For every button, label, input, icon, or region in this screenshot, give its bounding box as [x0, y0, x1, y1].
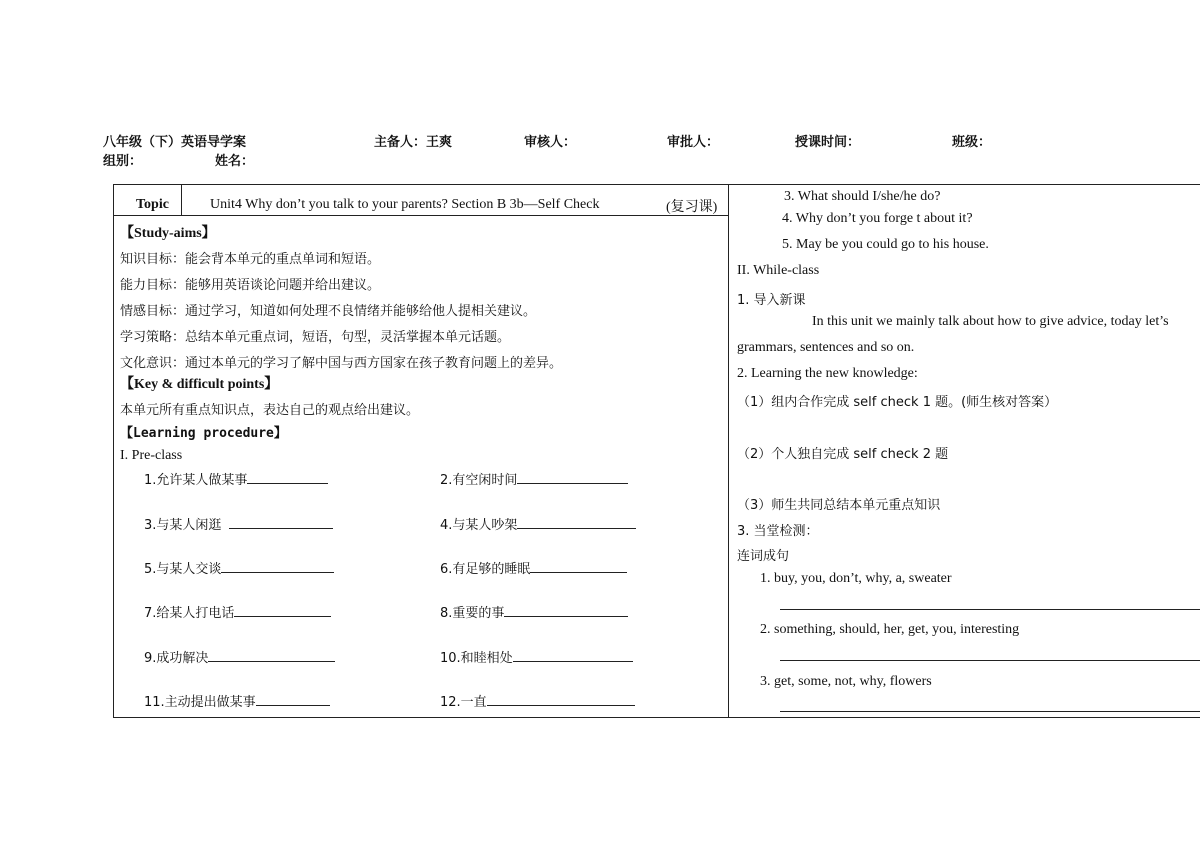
- answer-line[interactable]: [780, 660, 1200, 661]
- preclass-item: 2.有空闲时间: [440, 469, 628, 488]
- test-heading: 3. 当堂检测：: [737, 524, 819, 539]
- answer-line[interactable]: [780, 609, 1200, 610]
- intro-heading: 1. 导入新课: [737, 293, 806, 308]
- right-line: 4. Why don’t you forge t about it?: [782, 211, 973, 226]
- preclass-item: 4.与某人吵架: [440, 514, 636, 533]
- preclass-item: 1.允许某人做某事: [144, 469, 328, 488]
- key-points-text: 本单元所有重点知识点，表达自己的观点给出建议。: [120, 403, 420, 418]
- doc-title: 八年级（下）英语导学案: [103, 135, 247, 150]
- aim-ability: 能力目标：能够用英语谈论问题并给出建议。: [120, 278, 381, 293]
- test-subheading: 连词成句: [737, 549, 790, 564]
- preclass-item: 3.与某人闲逛: [144, 514, 333, 533]
- step-item: （2）个人独自完成 self check 2 题: [737, 447, 949, 462]
- preclass-item: 12.一直: [440, 691, 635, 710]
- group-label: 组别：: [103, 154, 143, 169]
- topic-label: Topic: [136, 197, 169, 212]
- right-line: 3. What should I/she/he do?: [784, 189, 941, 204]
- reviewer-label: 审核人：: [524, 135, 577, 150]
- aim-emotion: 情感目标：通过学习，知道如何处理不良情绪并能够给他人提相关建议。: [120, 304, 537, 319]
- topic-value: Unit4 Why don’t you talk to your parents? Section B 3b—Self Check: [210, 197, 600, 212]
- study-aims-heading: 【Study-aims】: [120, 226, 216, 241]
- sentence-prompt: 2. something, should, her, get, you, interesting: [760, 622, 1020, 637]
- intro-text: In this unit we mainly talk about how to give advice, today let’s: [812, 314, 1169, 329]
- intro-text-cont: grammars, sentences and so on.: [737, 340, 915, 355]
- procedure-heading: 【Learning procedure】: [120, 426, 287, 441]
- learning-new-heading: 2. Learning the new knowledge:: [737, 366, 918, 381]
- topic-row-divider: [113, 215, 728, 216]
- name-label: 姓名：: [215, 154, 255, 169]
- preclass-item: 10.和睦相处: [440, 647, 633, 666]
- aim-knowledge: 知识目标：能会背本单元的重点单词和短语。: [120, 252, 381, 267]
- step-item: （1）组内合作完成 self check 1 题。(师生核对答案）: [737, 395, 1058, 410]
- aim-culture: 文化意识：通过本单元的学习了解中国与西方国家在孩子教育问题上的差异。: [120, 356, 563, 371]
- author-label: 主备人：王爽: [374, 135, 453, 150]
- preclass-heading: I. Pre-class: [120, 448, 183, 463]
- topic-cell-divider: [181, 184, 182, 215]
- class-label: 班级：: [952, 135, 992, 150]
- preclass-item: 8.重要的事: [440, 602, 628, 621]
- while-class-heading: II. While-class: [737, 263, 820, 278]
- right-line: 5. May be you could go to his house.: [782, 237, 989, 252]
- sentence-prompt: 3. get, some, not, why, flowers: [760, 674, 932, 689]
- preclass-item: 7.给某人打电话: [144, 602, 331, 621]
- sentence-prompt: 1. buy, you, don’t, why, a, sweater: [760, 571, 952, 586]
- topic-note: (复习课): [666, 200, 718, 215]
- answer-line[interactable]: [780, 711, 1200, 712]
- aim-strategy: 学习策略：总结本单元重点词，短语，句型，灵活掌握本单元话题。: [120, 330, 511, 345]
- key-points-heading: 【Key & difficult points】: [120, 377, 279, 392]
- preclass-item: 9.成功解决: [144, 647, 335, 666]
- approver-label: 审批人：: [667, 135, 720, 150]
- preclass-item: 11.主动提出做某事: [144, 691, 330, 710]
- step-item: （3）师生共同总结本单元重点知识: [737, 498, 941, 513]
- preclass-item: 5.与某人交谈: [144, 558, 334, 577]
- preclass-item: 6.有足够的睡眠: [440, 558, 627, 577]
- column-divider: [728, 184, 729, 718]
- lesson-time-label: 授课时间：: [795, 135, 861, 150]
